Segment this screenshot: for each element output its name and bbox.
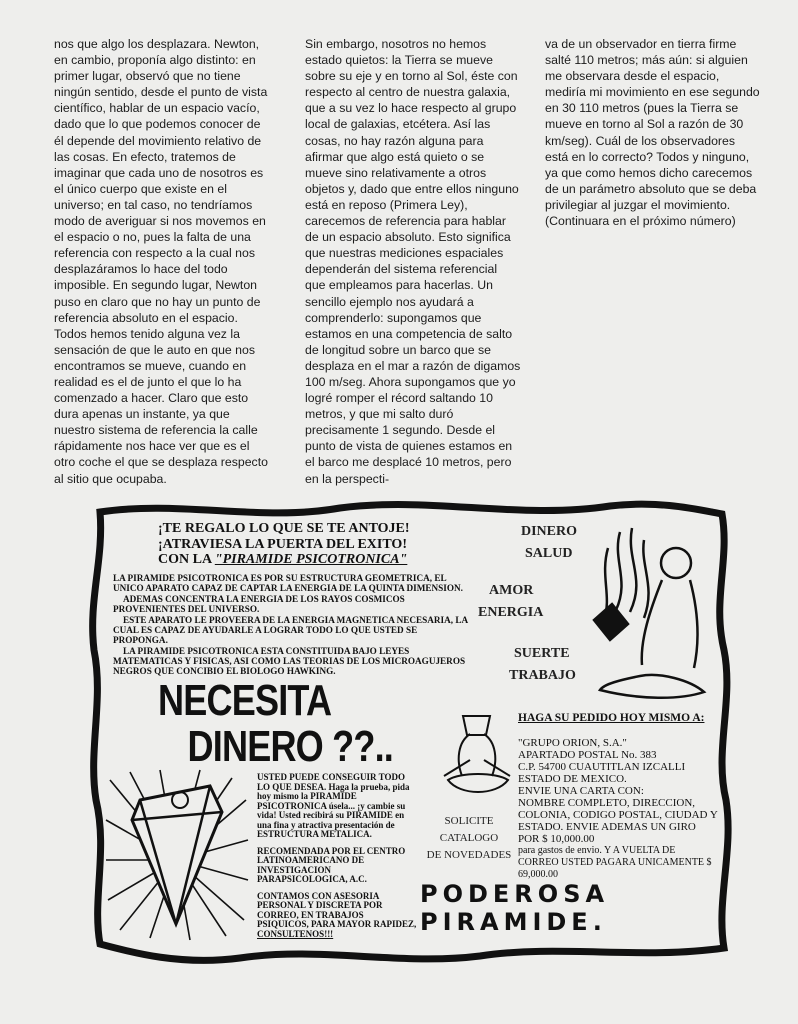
order-info	[518, 712, 718, 881]
benefit-salud: SALUD	[525, 546, 573, 561]
necesita-dinero-headline	[158, 678, 396, 770]
ad-desc-paragraph: ESTE APARATO LE PROVEERA DE LA ENERGIA MAGNETICA NECESARIA, LA CUAL ES CAPAZ DE AYUDARLE A LOGRAR TODO LO QUE USTED SE PROPONGA.	[113, 615, 468, 645]
ad-desc-paragraph: LA PIRAMIDE PSICOTRONICA ES POR SU ESTRUCTURA GEOMETRICA, EL UNICO APARATO CAPAZ DE CAPTAR LA ENERGIA DE LA QUINTA DIMENSION.	[113, 573, 463, 593]
consultenos-link: CONSULTENOS!!!	[257, 928, 334, 939]
catalog-line: SOLICITE	[444, 815, 494, 827]
pyramid-rays-icon	[106, 770, 248, 940]
article-column-3: va de un observador en tierra firme salté 110 metros; más aún: si alguien me observara desde el espacio, mediría mi movimiento en ese segundo en 30 110 metros (pues la Tierra se mueve en torno al Sol a razón de 30 km/seg). Cuál de los observadores está en lo correcto? Todos y ninguno, ya que como hemos dicho carecemos de un parámetro absoluto que se deba privilegiar al juzgar el movimiento. (Continuara en el próximo número)	[545, 37, 760, 229]
article-column-1: nos que algo los desplazara. Newton, en cambio, proponía algo distinto: en primer lugar, observó que no tiene ningún sentido, desde el punto de vista científico, hablar de un espacio vacío, dado que lo que podemos conocer de él depende del movimiento relativo de las cosas. En efecto, tratemos de imaginar que cada uno de nosotros es el único cuerpo que existe en el universo; en tal caso, no tendríamos modo de averiguar si nos movemos en el espacio o no, pues la falta de una referencia con respecto a la cual nos desplazáramos lo hace del todo imposible. En segundo lugar, Newton puso en claro que no hay un punto de referencia absoluto en el espacio. Todos hemos tenido alguna vez la sensación de que le auto en que nos encontramos se mueve, cuando en realidad es el de junto el que lo ha comenzado a hacer. Claro que esto dura apenas un instante, ya que nuestro sistema de referencia la calle rápidamente nos hace ver que es el otro coche el que se desplaza respecto al sitio que ocupaba.	[54, 37, 268, 486]
ad-promo-text	[257, 773, 417, 946]
promo-paragraph	[257, 892, 417, 940]
big-headline-line-2: DINERO ??..	[187, 722, 393, 771]
logo-line-2: PIRAMIDE.	[420, 908, 607, 936]
ad-headline-line-2: ¡ATRAVIESA LA PUERTA DEL EXITO!	[158, 536, 407, 552]
benefit-energia: ENERGIA	[478, 605, 544, 620]
benefit-amor: AMOR	[489, 583, 534, 598]
promo-paragraph: RECOMENDADA POR EL CENTRO LATINOAMERICANO DE INVESTIGACION PARAPSICOLOGICA, A.C.	[257, 845, 406, 884]
order-shipping: para gastos de envio. Y A VUELTA DE CORREO USTED PAGARA UNICAMENTE $ 69,000.00	[518, 845, 712, 880]
article-column-2: Sin embargo, nosotros no hemos estado quietos: la Tierra se mueve sobre su eje y en torno al Sol, éste con respecto al centro de nuestra galaxia, que a su vez lo hace respecto al grupo local de galaxias, etcétera. Así las cosas, no hay razón alguna para afirmar que algo está quieto o se mueve sino relativamente a otros objetos y, dado que entre ellos ninguno está en reposo (Primera Ley), carecemos de referencia para hablar de un espacio absoluto. Esto significa que nuestras mediciones espaciales dependerán del sistema referencial que empleamos para hacerlas. Un sencillo ejemplo nos ayudará a comprenderlo: supongamos que estamos en una competencia de salto de longitud sobre un barco que se desplaza en el mar a razón de digamos 100 m/seg. Ahora supongamos que yo logré romper el récord saltando 10 metros, y que mi salto duró precisamente 1 segundo. Desde el punto de vista de quienes estamos en el barco me desplacé 10 metros, pero en la perspecti-	[305, 37, 521, 486]
poderosa-piramide-logo	[420, 880, 720, 936]
meditating-figure-icon	[594, 528, 704, 698]
benefit-trabajo: TRABAJO	[509, 668, 576, 683]
ad-desc-paragraph: ADEMAS CONCENTRA LA ENERGIA DE LOS RAYOS COSMICOS PROVENIENTES DEL UNIVERSO.	[113, 594, 405, 614]
ad-headline-line-1: ¡TE REGALO LO QUE SE TE ANTOJE!	[158, 521, 410, 536]
ad-headline-prefix: CON LA	[158, 552, 212, 567]
order-instructions: ENVIE UNA CARTA CON:	[518, 785, 644, 797]
benefit-dinero: DINERO	[521, 524, 578, 539]
order-company: "GRUPO ORION, S.A."	[518, 737, 627, 749]
ad-product-name: "PIRAMIDE PSICOTRONICA"	[214, 552, 408, 567]
order-fields: NOMBRE COMPLETO, DIRECCION, COLONIA, CODIGO POSTAL, CIUDAD Y ESTADO. ENVIE ADEMAS UN GIRO POR $ 10,000.00	[518, 797, 718, 845]
promo-service-text: CONTAMOS CON ASESORIA PERSONAL Y DISCRETA POR CORREO, EN TRABAJOS PSIQUICOS, PARA MAYOR RAPIDEZ,	[257, 890, 417, 929]
seated-sphinx-icon	[444, 716, 510, 792]
order-po-box: APARTADO POSTAL No. 383	[518, 749, 657, 761]
catalog-line: CATALOGO	[439, 832, 499, 844]
big-headline-line-1: NECESITA	[158, 676, 332, 725]
ad-headline-line-3	[158, 552, 410, 568]
ad-headline	[158, 521, 410, 568]
order-state: ESTADO DE MEXICO.	[518, 773, 627, 785]
ad-desc-paragraph: LA PIRAMIDE PSICOTRONICA ESTA CONSTITUIDA BAJO LEYES MATEMATICAS Y FISICAS, ASI COMO LAS TEORIAS DE LOS MICROAGUJEROS NEGROS QUE CONCIBIO EL BIOLOGO HAWKING.	[113, 646, 466, 676]
catalog-request	[423, 813, 515, 864]
ad-description	[113, 573, 473, 677]
catalog-line: DE NOVEDADES	[426, 849, 512, 861]
order-header: HAGA SU PEDIDO HOY MISMO A:	[518, 712, 705, 724]
logo-line-1: PODEROSA	[420, 880, 610, 908]
promo-paragraph: USTED PUEDE CONSEGUIR TODO LO QUE DESEA. Haga la prueba, pida hoy mismo la PIRAMIDE PSICOTRONICA úsela... ¡y cambie su vida! Usted recibirá su PIRAMIDE en una fina y atractiva presentación de ESTRUCTURA METALICA.	[257, 772, 410, 839]
benefit-suerte: SUERTE	[514, 646, 570, 661]
order-postal-code: C.P. 54700 CUAUTITLAN IZCALLI	[518, 761, 686, 773]
